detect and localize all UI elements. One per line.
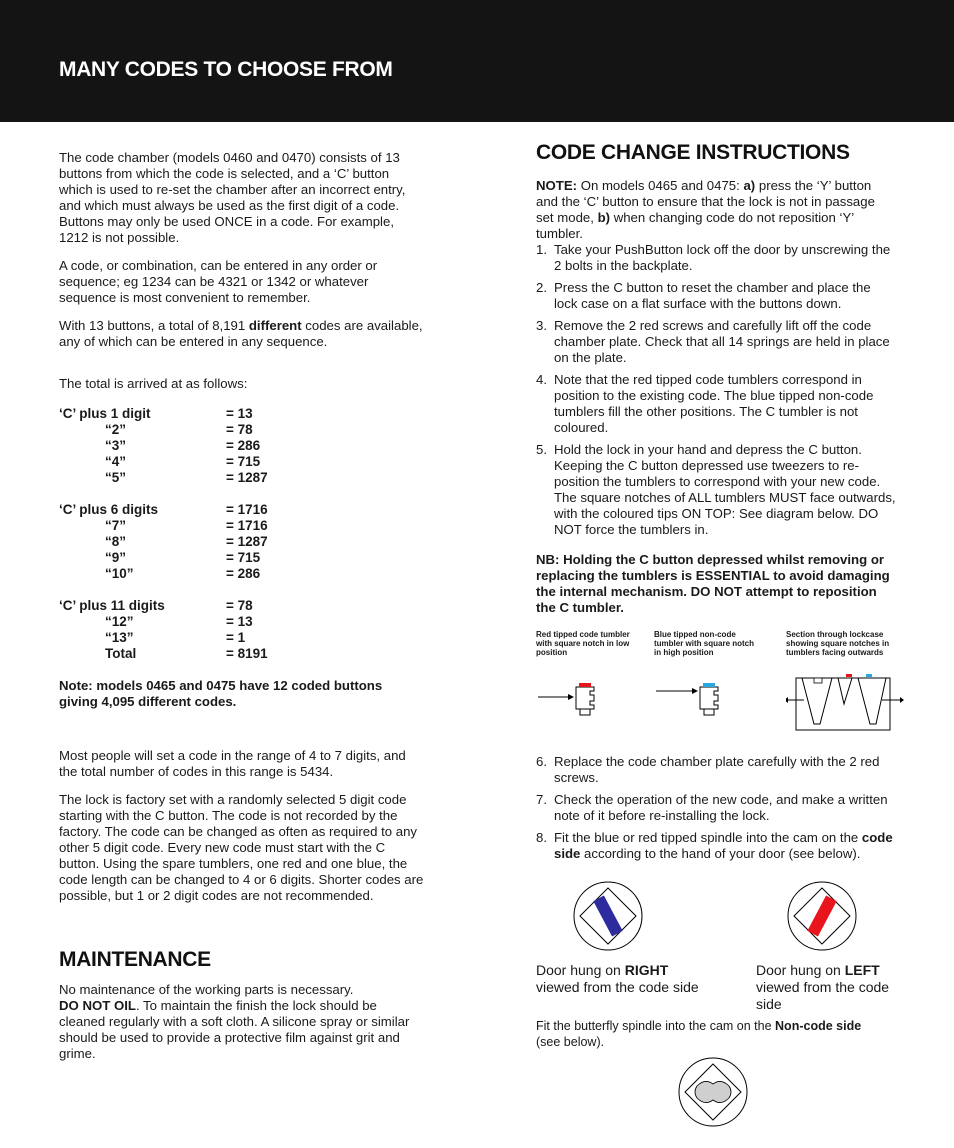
instructions-heading: CODE CHANGE INSTRUCTIONS [536, 141, 850, 164]
total-paragraph: With 13 buttons, a total of 8,191 different codes are available, any of which can be entered in any sequence. [59, 318, 423, 349]
spindle-diagrams [536, 868, 896, 1018]
list-item: 8. Fit the blue or red tipped spindle into the cam on the code side according to the hand of your door (see below). [536, 830, 893, 861]
right-hung-spindle-icon [572, 880, 644, 952]
left-hung-spindle-icon [786, 880, 858, 952]
table-row: “4” = 715 [105, 454, 261, 469]
table-row: “12” = 13 [105, 614, 253, 629]
tumbler-diagrams [536, 630, 896, 742]
intro-paragraph: The code chamber (models 0460 and 0470) consists of 13 buttons from which the code is selected, and a ‘C’ button which is used to re-set the chamber after an incorrect entry, and which must always be used as the first digit of a code. Buttons may only be used ONCE in a code. For example, 1212 is not possible. [59, 150, 406, 245]
most-people-paragraph: Most people will set a code in the range of 4 to 7 digits, and the total number of codes in this range is 5434. [59, 748, 406, 779]
table-row: ‘C’ plus 6 digits = 1716 [59, 502, 268, 517]
table-row: “2” = 78 [105, 422, 253, 437]
nb-warning: NB: Holding the C button depressed whilst removing or replacing the tumblers is ESSENTIAL to avoid damaging the internal mechanism. DO NOT attempt to reposition the C tumbler. [536, 552, 890, 615]
table-row: “10” = 286 [105, 566, 261, 581]
table-row: “3” = 286 [105, 438, 261, 453]
right-column [536, 141, 896, 1132]
arrived-text: The total is arrived at as follows: [59, 376, 248, 391]
steps-list-continued [536, 754, 896, 862]
left-column [59, 150, 424, 1074]
maintenance-paragraph: No maintenance of the working parts is necessary. DO NOT OIL. To maintain the finish the lock should be cleaned regularly with a soft cloth. A silicone spray or similar should be used to provide a protective film against grit and grime. [59, 982, 410, 1061]
butterfly-spindle-icon [677, 1056, 749, 1128]
blue-tumbler-caption: Blue tipped non-code tumbler with square notch in high position [654, 630, 755, 657]
table-row: “9” = 715 [105, 550, 261, 565]
blue-tumbler-icon [654, 661, 754, 731]
red-tumbler-caption: Red tipped code tumbler with square notch in low position [536, 630, 630, 657]
blue-tumbler-figure [654, 630, 760, 735]
list-item: 2. Press the C button to reset the chamber and place the lock case on a flat surface with the buttons down. [536, 280, 871, 311]
header-bar [0, 0, 954, 122]
door-left-caption: Door hung on LEFT viewed from the code side [756, 962, 890, 1012]
list-item: 5. Hold the lock in your hand and depress the C button. Keeping the C button depressed use tweezers to re-position the tumblers to correspond with your new code. The square notches of ALL tumblers MUST face outwards, with the coloured tips ON TOP: See diagram below. DO NOT force the tumblers in. [536, 442, 896, 537]
maintenance-heading: MAINTENANCE [59, 948, 211, 971]
lockcase-section-caption: Section through lockcase showing square notches in tumblers facing outwards [786, 630, 890, 657]
factory-paragraph: The lock is factory set with a randomly selected 5 digit code starting with the C button. The code is not recorded by the factory. The code can be changed as often as required to any other 5 digit code. Every new code must start with the C button. Using the spare tumblers, one red and one blue, the code length can be changed to 4 or 6 digits. Shorter codes are possible, but 1 or 2 digit codes are not recommended. [59, 792, 424, 903]
table-row: “8” = 1287 [105, 534, 268, 549]
butterfly-paragraph: Fit the butterfly spindle into the cam on the Non-code side (see below). [536, 1019, 862, 1049]
models-note: Note: models 0465 and 0475 have 12 coded buttons giving 4,095 different codes. [59, 678, 383, 709]
table-row: “13” = 1 [105, 630, 246, 645]
totals-table [59, 406, 268, 662]
door-right-caption: Door hung on RIGHT viewed from the code side [536, 962, 699, 995]
table-row: Total = 8191 [105, 646, 268, 661]
models-note-paragraph: NOTE: On models 0465 and 0475: a) press the ‘Y’ button and the ‘C’ button to ensure that the lock is not in passage set mode, b) when changing code do not reposition ‘Y’ tumbler. [536, 178, 875, 241]
page-title: MANY CODES TO CHOOSE FROM [59, 58, 393, 81]
red-tip [579, 683, 591, 687]
list-item: 7. Check the operation of the new code, and make a written note of it before re-installing the lock. [536, 792, 888, 823]
red-tumbler-icon [536, 661, 636, 731]
order-paragraph: A code, or combination, can be entered in any order or sequence; eg 1234 can be 4321 or 1342 or whatever sequence is most convenient to remember. [59, 258, 378, 305]
red-tumbler-figure [536, 630, 636, 735]
table-row: “5” = 1287 [105, 470, 268, 485]
table-row: ‘C’ plus 1 digit = 13 [59, 406, 253, 421]
lockcase-section-icon [786, 660, 904, 734]
lockcase-section-figure [786, 630, 904, 738]
table-row: “7” = 1716 [105, 518, 268, 533]
steps-list [536, 242, 896, 538]
list-item: 6. Replace the code chamber plate carefully with the 2 red screws. [536, 754, 880, 785]
blue-tip [703, 683, 715, 687]
list-item: 3. Remove the 2 red screws and carefully lift off the code chamber plate. Check that all 14 springs are held in place on the plate. [536, 318, 890, 365]
table-row: ‘C’ plus 11 digits = 78 [59, 598, 253, 613]
list-item: 4. Note that the red tipped code tumblers correspond in position to the existing code. The blue tipped non-code tumblers fill the other positions. The C tumbler is not coloured. [536, 372, 874, 435]
list-item: 1. Take your PushButton lock off the door by unscrewing the 2 bolts in the backplate. [536, 242, 891, 273]
